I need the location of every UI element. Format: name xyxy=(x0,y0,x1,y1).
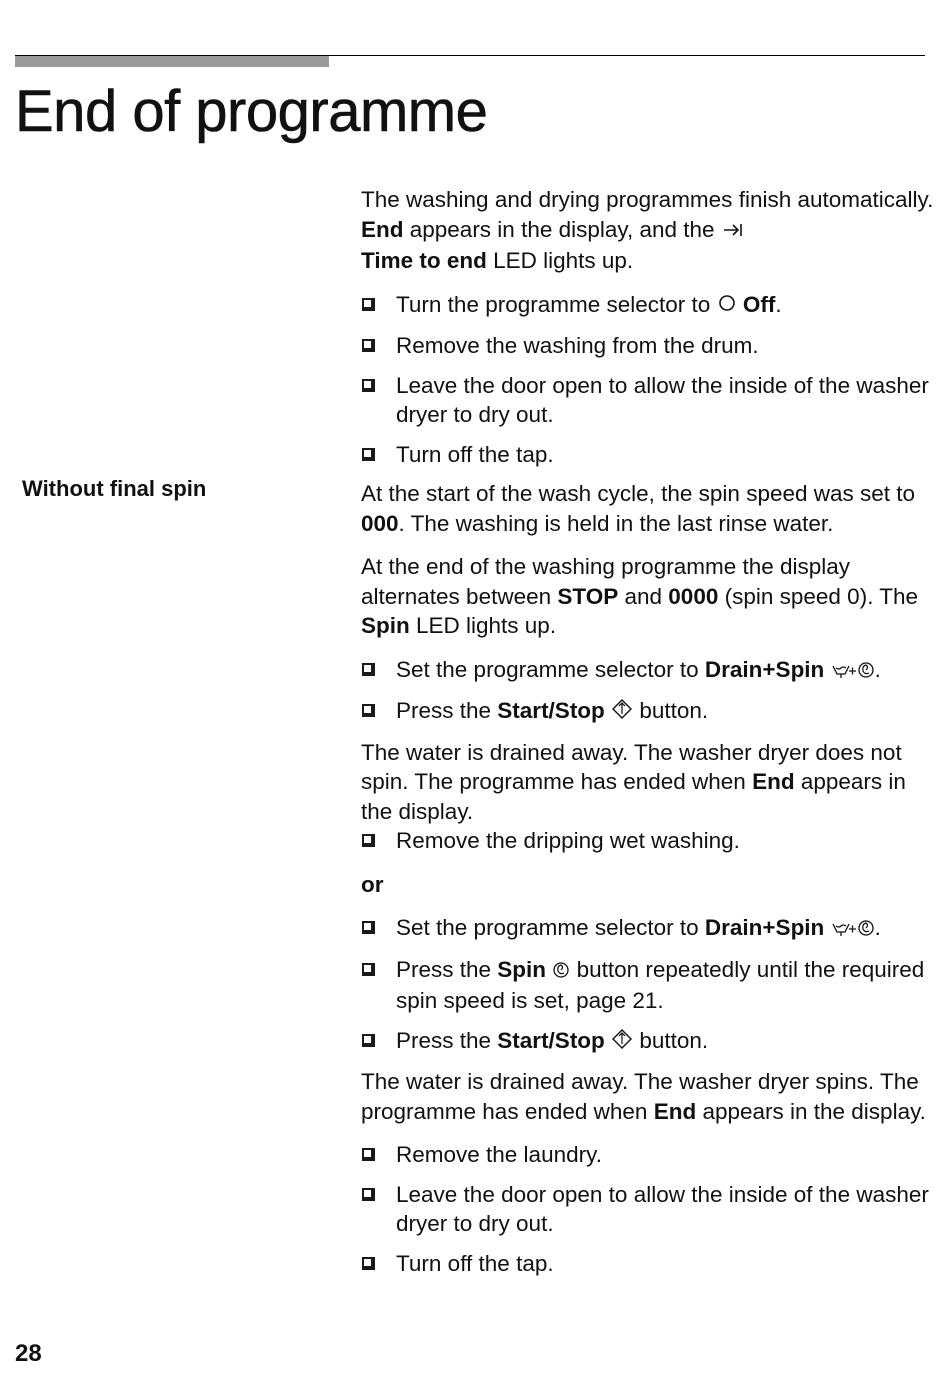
drained-spin-paragraph: The water is drained away. The washer dryer spins. The programme has ended when End appears in the display. xyxy=(361,1069,926,1124)
checkbox-bullet-icon xyxy=(362,1148,373,1159)
checkbox-bullet-icon xyxy=(362,963,373,974)
step-set-drain-spin-alt: Set the programme selector to Drain+Spin . xyxy=(361,913,936,945)
time-to-end-icon xyxy=(721,217,745,247)
step-turn-off-tap-final: Turn off the tap. xyxy=(361,1249,936,1279)
header-accent-bar xyxy=(15,56,329,67)
main-content xyxy=(361,185,936,1278)
checkbox-bullet-icon xyxy=(362,921,373,932)
step-remove-dripping-washing: Remove the dripping wet washing. xyxy=(361,826,936,856)
checkbox-bullet-icon xyxy=(362,298,373,309)
page-number: 28 xyxy=(15,1340,42,1367)
checkbox-bullet-icon xyxy=(362,663,373,674)
checkbox-bullet-icon xyxy=(362,1257,373,1268)
spin-display-paragraph: At the end of the washing programme the display alternates between STOP and 0000 (spin speed 0). The Spin LED lights up. xyxy=(361,554,919,638)
step-set-drain-spin: Set the programme selector to Drain+Spin . xyxy=(361,655,936,687)
start-stop-icon xyxy=(611,698,633,728)
checkbox-bullet-icon xyxy=(362,1188,373,1199)
drain-icon xyxy=(831,657,857,687)
step-leave-door-open-final: Leave the door open to allow the inside of the washer dryer to dry out. xyxy=(361,1180,936,1239)
section-label-without-final-spin: Without final spin xyxy=(22,476,207,501)
step-turn-selector-off: Turn the programme selector to Off. xyxy=(361,290,936,322)
checkbox-bullet-icon xyxy=(362,379,373,390)
checkbox-bullet-icon xyxy=(362,448,373,459)
spin-icon xyxy=(857,915,875,945)
spin-icon xyxy=(857,657,875,687)
intro-paragraph: The washing and drying programmes finish automatically. End appears in the display, and the Time to end LED lights up. xyxy=(361,187,934,273)
off-circle-icon xyxy=(717,292,737,322)
step-turn-off-tap: Turn off the tap. xyxy=(361,440,936,470)
step-press-spin-repeatedly: Press the Spin button repeatedly until the required spin speed is set, page 21. xyxy=(361,955,936,1016)
spin-icon xyxy=(552,957,570,987)
checkbox-bullet-icon xyxy=(362,339,373,350)
spin-intro-paragraph: At the start of the wash cycle, the spin speed was set to 000. The washing is held in the last rinse water. xyxy=(361,481,916,536)
or-label: or xyxy=(361,871,384,897)
step-remove-washing: Remove the washing from the drum. xyxy=(361,331,936,361)
drained-no-spin-paragraph: The water is drained away. The washer dryer does not spin. The programme has ended when End appears in the display. xyxy=(361,739,906,824)
checkbox-bullet-icon xyxy=(362,704,373,715)
drain-icon xyxy=(831,915,857,945)
checkbox-bullet-icon xyxy=(362,834,373,845)
step-remove-laundry: Remove the laundry. xyxy=(361,1140,936,1170)
page-title: End of programme xyxy=(15,79,488,144)
start-stop-icon xyxy=(611,1028,633,1058)
checkbox-bullet-icon xyxy=(362,1034,373,1045)
step-press-start-stop-alt: Press the Start/Stop button. xyxy=(361,1026,936,1058)
step-press-start-stop: Press the Start/Stop button. xyxy=(361,696,936,728)
step-leave-door-open: Leave the door open to allow the inside of the washer dryer to dry out. xyxy=(361,371,936,430)
